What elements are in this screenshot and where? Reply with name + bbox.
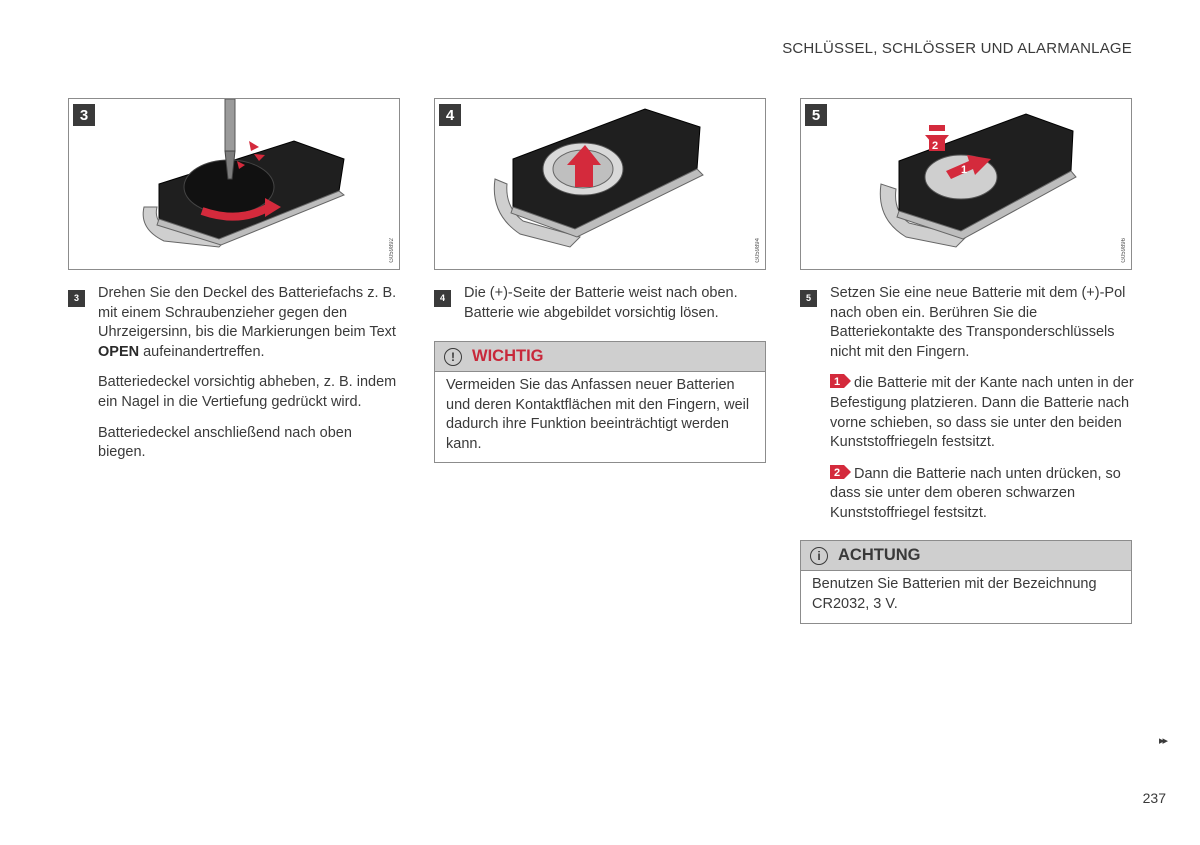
- warning-icon: !: [444, 348, 462, 366]
- note-callout: [800, 540, 1132, 624]
- svg-text:1: 1: [834, 376, 841, 389]
- substep-2: 2 Dann die Batterie nach unten drücken, so dass sie unter dem oberen schwarzen Kunststoffriegel festsitzt.: [830, 465, 1121, 521]
- step-3: [68, 284, 402, 362]
- step-number-badge: 4: [434, 290, 451, 307]
- figure-code: G059894: [755, 238, 761, 263]
- step-text: Setzen Sie eine neue Batterie mit dem (+)-Pol nach oben ein. Berühren Sie die Batteriekontakte des Transponderschlüssels nicht mit den Fingern.: [830, 285, 1126, 360]
- paragraph: Batteriedeckel anschließend nach oben biegen.: [98, 424, 352, 461]
- svg-text:1: 1: [961, 164, 968, 176]
- marker-2-icon: [830, 464, 852, 480]
- step-number-badge: 5: [800, 290, 817, 307]
- figure-3-image: [68, 98, 400, 270]
- key-fob-screwdriver-illustration: [69, 99, 400, 270]
- step-text: Drehen Sie den Deckel des Batteriefachs z. B. mit einem Schraubenzieher gegen den Uhrzeigersinn, bis die Markierungen beim Text: [98, 285, 397, 341]
- callout-body: Benutzen Sie Batterien mit der Bezeichnung CR2032, 3 V.: [812, 576, 1097, 612]
- figure-number: 4: [439, 104, 461, 126]
- callout-header: [801, 541, 1131, 571]
- column-step-3: [68, 284, 402, 463]
- step-number-badge: 3: [68, 290, 85, 307]
- step-text: Die (+)-Seite der Batterie weist nach oben. Batterie wie abgebildet vorsichtig lösen.: [464, 285, 738, 321]
- svg-text:2: 2: [834, 466, 841, 479]
- step-5: [800, 284, 1134, 362]
- marker-1-icon: [830, 373, 852, 389]
- step-text: aufeinandertreffen.: [139, 343, 265, 360]
- column-step-4: [434, 284, 768, 323]
- substep-1: 1 die Batterie mit der Kante nach unten in der Befestigung platzieren. Dann die Batterie nach vorne schieben, so dass sie unter den beiden Kunststoffriegeln festsitzt.: [830, 375, 1134, 451]
- svg-text:2: 2: [932, 140, 939, 152]
- figure-5-image: [800, 98, 1132, 270]
- key-fob-battery-lift-illustration: [435, 99, 766, 270]
- callout-body: Vermeiden Sie das Anfassen neuer Batterien und deren Kontaktflächen mit den Fingern, weil dadurch ihre Funktion beeinträchtigt werden kann.: [446, 377, 750, 452]
- page-number: 237: [1142, 790, 1166, 806]
- important-callout: [434, 341, 766, 463]
- page-header-title: SCHLÜSSEL, SCHLÖSSER UND ALARMANLAGE: [782, 40, 1132, 57]
- figure-code: G059892: [389, 238, 395, 263]
- callout-title: WICHTIG: [472, 347, 544, 365]
- paragraph: Batteriedeckel vorsichtig abheben, z. B. indem ein Nagel in die Vertiefung gedrückt wird.: [98, 374, 397, 410]
- step-4: [434, 284, 768, 323]
- callout-title: ACHTUNG: [838, 546, 921, 564]
- figure-code: G059896: [1121, 238, 1127, 263]
- figure-4-image: [434, 98, 766, 270]
- callout-header: [435, 342, 765, 372]
- column-step-5: [800, 284, 1134, 524]
- continue-arrow-icon: ▸▸: [1158, 735, 1166, 747]
- info-icon: i: [810, 547, 828, 565]
- step-text-bold: OPEN: [98, 343, 140, 360]
- key-fob-battery-insert-illustration: [801, 99, 1132, 270]
- figure-number: 5: [805, 104, 827, 126]
- figure-number: 3: [73, 104, 95, 126]
